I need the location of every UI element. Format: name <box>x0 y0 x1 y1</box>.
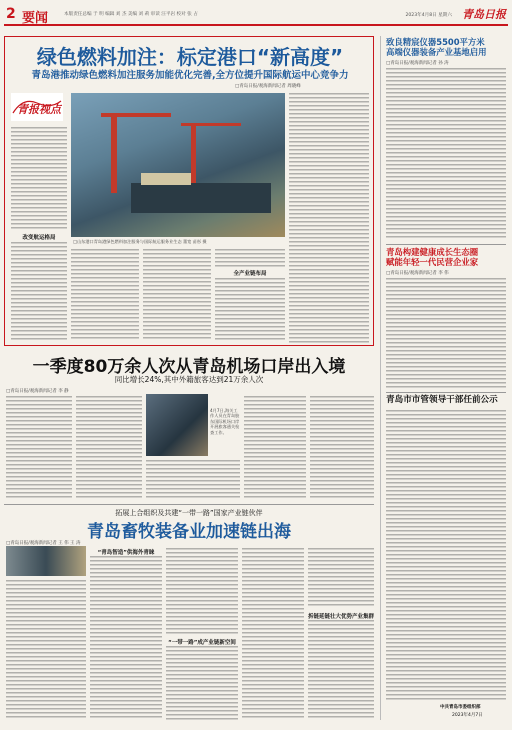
lead-text-col2 <box>71 249 139 341</box>
divider <box>4 504 374 505</box>
story2-byline: □青岛日报/观海新闻记者 李 静 <box>6 389 69 394</box>
newspaper-logo: 青岛日报 <box>462 8 506 21</box>
story3-photo <box>6 546 86 576</box>
story3-text-col3b <box>166 646 238 720</box>
right-story2-byline: □青岛日报/观海新闻记者 李 伟 <box>386 271 449 276</box>
lead-text-col1b <box>11 242 67 342</box>
story2-photo-caption: 4月7日,海关工作人员在青岛胶东国际机场口岸开展旅客通关检查工作。 <box>210 408 240 435</box>
lead-text-col4 <box>289 93 369 343</box>
lead-text-col3c <box>215 278 285 341</box>
subhead-1: 改变航运格局 <box>22 235 56 241</box>
right-divider-1 <box>386 244 506 245</box>
story3-text-col5b <box>308 620 374 720</box>
lead-subheadline: 青岛港推动绿色燃料加注服务加能优化完善,全方位提升国际航运中心竞争力 <box>31 70 349 81</box>
story3-text-col4 <box>242 548 304 720</box>
story3-text-col2 <box>90 556 162 720</box>
editor-meta: 本版责任总编 于 明 编辑 刘 杰 美编 刘 莉 审读 汪平岩 校对 张 占 <box>64 12 198 17</box>
port-photo <box>71 93 285 237</box>
column-divider <box>380 36 381 720</box>
story3-text-col5 <box>308 548 374 608</box>
right-divider-2 <box>386 392 506 393</box>
right-story3-signature: 中共青岛市委组织部 <box>440 705 481 710</box>
right-story2-headline <box>386 248 506 267</box>
story3-subhead-2: “一带一路”成产业链新空间 <box>168 640 236 646</box>
story3-pretitle: 拓展上合组织及共建“一带一路”国家产业链伙伴 <box>115 509 263 517</box>
story3-byline: □青岛日报/观海新闻记者 王 伟 王 涛 <box>6 541 81 546</box>
right-story1-line2: 高端仪器装备产业基地启用 <box>386 46 487 57</box>
right-story3-text <box>386 410 506 700</box>
story2-text-col1 <box>6 396 72 500</box>
right-story3-date: 2023年4月7日 <box>452 713 483 718</box>
story3-text-col1 <box>6 580 86 720</box>
story2-text-col5 <box>310 396 374 500</box>
lead-text-col1 <box>11 127 67 229</box>
story2-text-col3 <box>146 460 240 500</box>
right-story2-line2: 赋能年轻一代民营企业家 <box>386 256 479 267</box>
right-story2-text <box>386 278 506 388</box>
lead-headline: 绿色燃料加注：标定港口“新高度” <box>36 45 344 69</box>
story3-subhead-3: 拆链延链壮大优势产业集群 <box>308 614 375 620</box>
right-story1-byline: □青岛日报/观海新闻记者 孙 涛 <box>386 61 449 66</box>
right-story2-line1: 青岛构建健康成长生态圈 <box>386 247 479 257</box>
lead-byline: □青岛日报/观海新闻记者 周晓峰 <box>235 84 301 89</box>
issue-date: 2023年4月8日 星期六 <box>405 13 452 18</box>
story3-subhead-1: “青岛智造”供海外青睐 <box>97 550 155 556</box>
lead-text-col3 <box>143 249 211 341</box>
section-title: 要闻 <box>22 11 49 26</box>
right-story1-text <box>386 68 506 240</box>
right-story3-headline: 青岛市市管领导干部任前公示 <box>386 395 498 405</box>
subhead-2: 全产业链布局 <box>233 271 267 277</box>
right-story1-headline <box>386 38 506 57</box>
story2-text-col4 <box>244 396 306 500</box>
page-number: 2 <box>6 6 16 22</box>
lead-text-col3b <box>215 249 285 267</box>
story2-text-col2 <box>76 396 142 500</box>
story3-text-col3 <box>166 548 238 634</box>
column-tag: 青报视点 <box>17 103 61 116</box>
airport-photo <box>146 394 208 456</box>
right-story1-line1: 致良精宸仪器5500平方米 <box>386 37 485 47</box>
photo-caption: □山东港口青岛港绿色燃料加注服务与国际航运服务业生态 董宽 苗彤 摄 <box>73 239 207 244</box>
lead-story <box>4 36 374 346</box>
story2-headline: 一季度80万余人次从青岛机场口岸出入境 <box>32 357 346 377</box>
story2-subheadline: 同比增长24%,其中外籍旅客达到21万余人次 <box>114 375 264 384</box>
page-header <box>4 4 508 26</box>
column-tag-badge <box>11 93 63 121</box>
story3-headline: 青岛畜牧装备业加速链出海 <box>87 522 291 542</box>
